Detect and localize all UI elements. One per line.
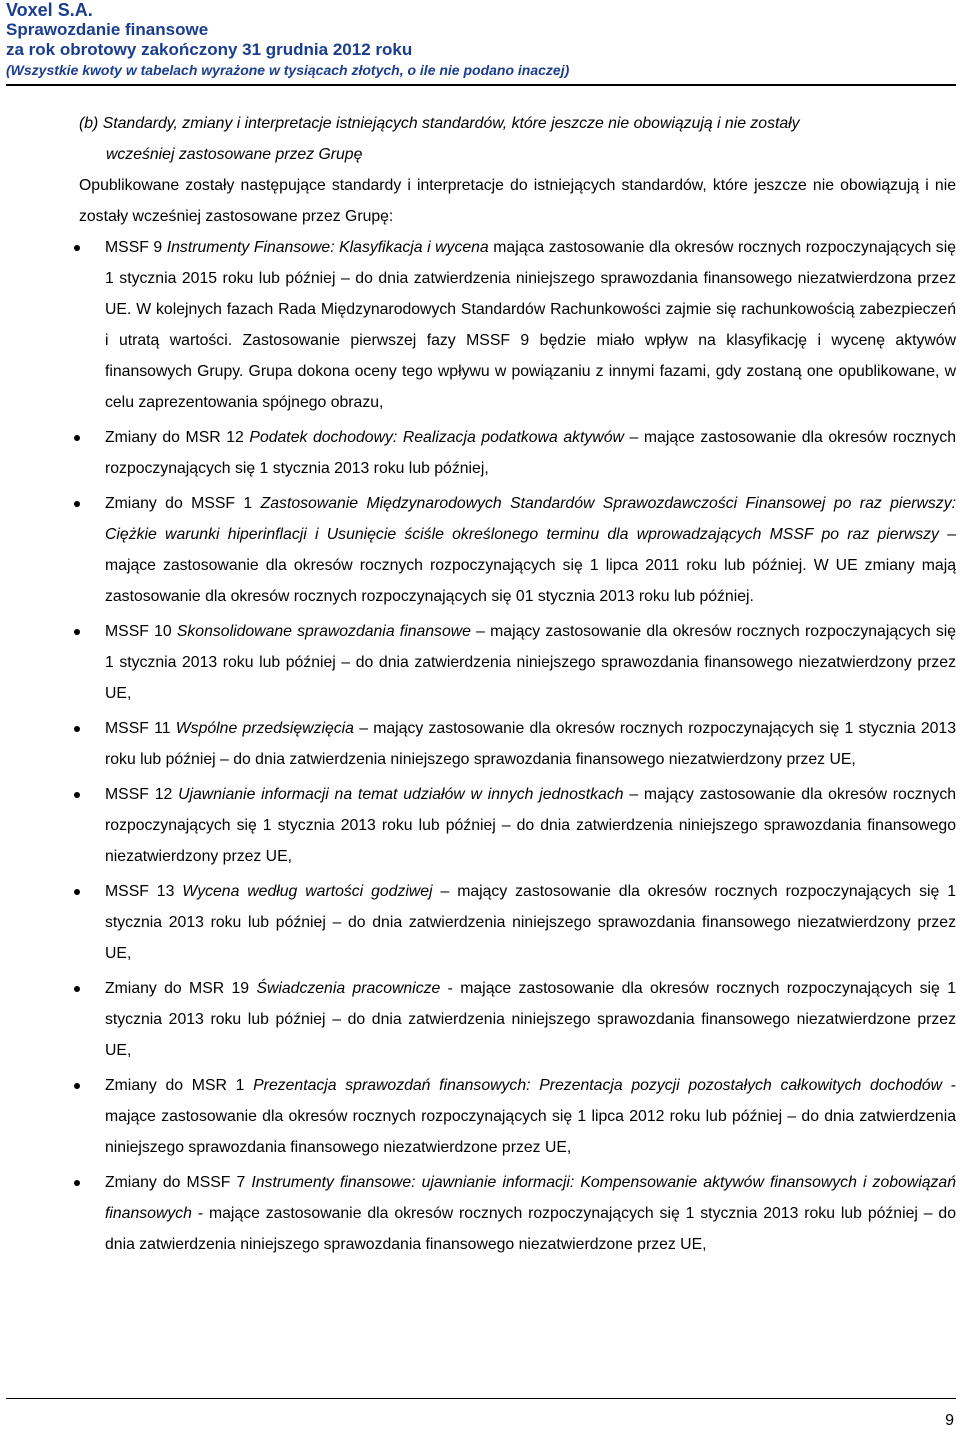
page-number: 9 (945, 1412, 954, 1429)
list-item: MSSF 13 Wycena według wartości godziwej – mający zastosowanie dla okresów rocznych rozpoczynających się 1 stycznia 2013 roku lub później – do dnia zatwierdzenia niniejszego sprawozdania finansowego niezatwierdzony przez UE, (79, 876, 956, 969)
list-item: MSSF 12 Ujawnianie informacji na temat udziałów w innych jednostkach – mający zastosowanie dla okresów rocznych rozpoczynających się 1 stycznia 2013 roku lub później – do dnia zatwierdzenia niniejszego sprawozdania finansowego niezatwierdzony przez UE, (79, 779, 956, 872)
section-intro: Opublikowane zostały następujące standardy i interpretacje do istniejących standardów, które jeszcze nie obowiązują i nie zostały wcześniej zastosowane przez Grupę: (79, 177, 956, 225)
amounts-note: (Wszystkie kwoty w tabelach wyrażone w tysiącach złotych, o ile nie podano inaczej) (6, 62, 570, 78)
list-item: Zmiany do MSR 12 Podatek dochodowy: Realizacja podatkowa aktywów – mające zastosowanie dla okresów rocznych rozpoczynających się 1 stycznia 2013 roku lub później, (79, 422, 956, 484)
section-heading (79, 108, 956, 170)
report-title: Sprawozdanie finansowe (6, 20, 209, 39)
footer-divider (6, 1398, 956, 1399)
page-header (6, 0, 956, 80)
list-item: Zmiany do MSSF 7 Instrumenty finansowe: ujawnianie informacji: Kompensowanie aktywów finansowych i zobowiązań finansowych - mające zastosowanie dla okresów rocznych rozpoczynających się 1 stycznia 2013 roku lub później – do dnia zatwierdzenia niniejszego sprawozdania finansowego niezatwierdzone przez UE, (79, 1167, 956, 1260)
header-divider (6, 84, 956, 86)
report-period: za rok obrotowy zakończony 31 grudnia 2012 roku (6, 40, 413, 59)
section-heading-line-2: wcześniej zastosowane przez Grupę (106, 146, 363, 163)
list-item: MSSF 9 Instrumenty Finansowe: Klasyfikacja i wycena mająca zastosowanie dla okresów rocznych rozpoczynających się 1 stycznia 2015 roku lub później – do dnia zatwierdzenia niniejszego sprawozdania finansowego niezatwierdzona przez UE. W kolejnych fazach Rada Międzynarodowych Standardów Rachunkowości zajmie się rachunkowością zabezpieczeń i utratą wartości. Zastosowanie pierwszej fazy MSSF 9 będzie miało wpływ na klasyfikację i wycenę aktywów finansowych Grupy. Grupa dokona oceny tego wpływu w powiązaniu z innymi fazami, gdy zostaną one opublikowane, w celu zaprezentowania spójnego obrazu, (79, 232, 956, 418)
list-item: MSSF 11 Wspólne przedsięwzięcia – mający zastosowanie dla okresów rocznych rozpoczynających się 1 stycznia 2013 roku lub później – do dnia zatwierdzenia niniejszego sprawozdania finansowego niezatwierdzony przez UE, (79, 713, 956, 775)
section-heading-line-1: (b) Standardy, zmiany i interpretacje istniejących standardów, które jeszcze nie obowiązują i nie zostały (79, 115, 800, 132)
company-name: Voxel S.A. (6, 0, 93, 20)
list-item: Zmiany do MSR 19 Świadczenia pracownicze - mające zastosowanie dla okresów rocznych rozpoczynających się 1 stycznia 2013 roku lub później – do dnia zatwierdzenia niniejszego sprawozdania finansowego niezatwierdzone przez UE, (79, 973, 956, 1066)
standards-list (79, 232, 956, 1260)
list-item: MSSF 10 Skonsolidowane sprawozdania finansowe – mający zastosowanie dla okresów rocznych rozpoczynających się 1 stycznia 2013 roku lub później – do dnia zatwierdzenia niniejszego sprawozdania finansowego niezatwierdzony przez UE, (79, 616, 956, 709)
list-item: Zmiany do MSSF 1 Zastosowanie Międzynarodowych Standardów Sprawozdawczości Finansowej po raz pierwszy: Ciężkie warunki hiperinflacji i Usunięcie ściśle określonego terminu dla wprowadzających MSSF po raz pierwszy – mające zastosowanie dla okresów rocznych rozpoczynających się 1 lipca 2011 roku lub później. W UE zmiany mają zastosowanie dla okresów rocznych rozpoczynających się 01 stycznia 2013 roku lub później. (79, 488, 956, 612)
list-item: Zmiany do MSR 1 Prezentacja sprawozdań finansowych: Prezentacja pozycji pozostałych całkowitych dochodów - mające zastosowanie dla okresów rocznych rozpoczynających się 1 lipca 2012 roku lub później – do dnia zatwierdzenia niniejszego sprawozdania finansowego niezatwierdzone przez UE, (79, 1070, 956, 1163)
document-body (79, 108, 956, 1264)
